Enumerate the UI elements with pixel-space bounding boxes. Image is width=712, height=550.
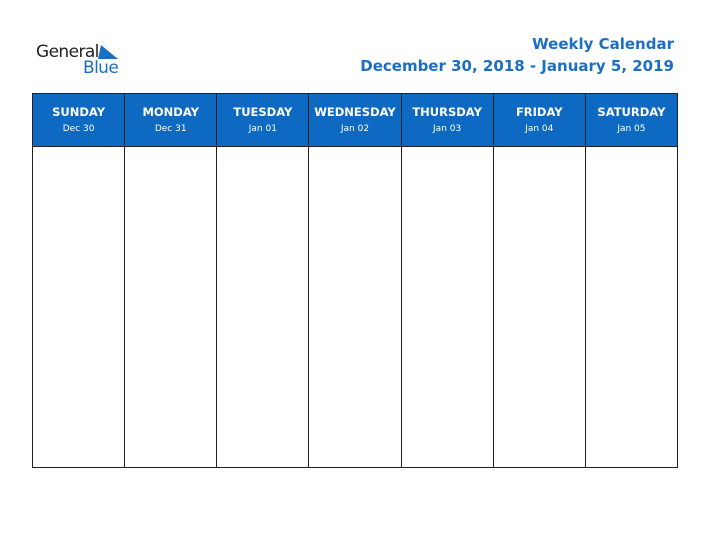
day-header (125, 94, 216, 147)
day-header (309, 94, 400, 147)
day-column-friday (494, 94, 586, 467)
day-date: Jan 03 (433, 124, 462, 134)
day-column-sunday (33, 94, 125, 467)
day-date: Dec 30 (62, 124, 95, 134)
day-cell[interactable] (402, 147, 493, 467)
day-header (402, 94, 493, 147)
day-column-monday (125, 94, 217, 467)
day-name: MONDAY (142, 105, 199, 119)
day-name: THURSDAY (412, 105, 482, 119)
day-name: SUNDAY (52, 105, 106, 119)
day-name: FRIDAY (515, 105, 563, 119)
calendar-title-block (360, 34, 674, 77)
day-header (33, 94, 124, 147)
day-header (586, 94, 677, 147)
day-cell[interactable] (33, 147, 124, 467)
day-column-wednesday (309, 94, 401, 467)
day-column-tuesday (217, 94, 309, 467)
day-cell[interactable] (494, 147, 585, 467)
logo-word-general: General (36, 42, 99, 62)
logo-word-blue: Blue (83, 58, 119, 78)
weekly-calendar-grid (32, 93, 678, 468)
day-date: Jan 04 (525, 124, 554, 134)
day-header (217, 94, 308, 147)
day-name: WEDNESDAY (314, 105, 396, 119)
day-cell[interactable] (586, 147, 677, 467)
day-name: SATURDAY (597, 105, 666, 119)
logo-triangle-icon (98, 45, 118, 59)
day-date: Dec 31 (154, 124, 187, 134)
day-name: TUESDAY (233, 105, 293, 119)
day-header (494, 94, 585, 147)
day-cell[interactable] (125, 147, 216, 467)
day-date: Jan 02 (340, 124, 370, 134)
day-date: Jan 01 (248, 124, 277, 134)
date-range: December 30, 2018 - January 5, 2019 (360, 57, 674, 75)
day-column-saturday (586, 94, 677, 467)
calendar-title: Weekly Calendar (532, 35, 674, 53)
day-cell[interactable] (309, 147, 400, 467)
brand-logo (36, 42, 126, 78)
day-cell[interactable] (217, 147, 308, 467)
day-column-thursday (402, 94, 494, 467)
day-date: Jan 05 (617, 124, 646, 134)
